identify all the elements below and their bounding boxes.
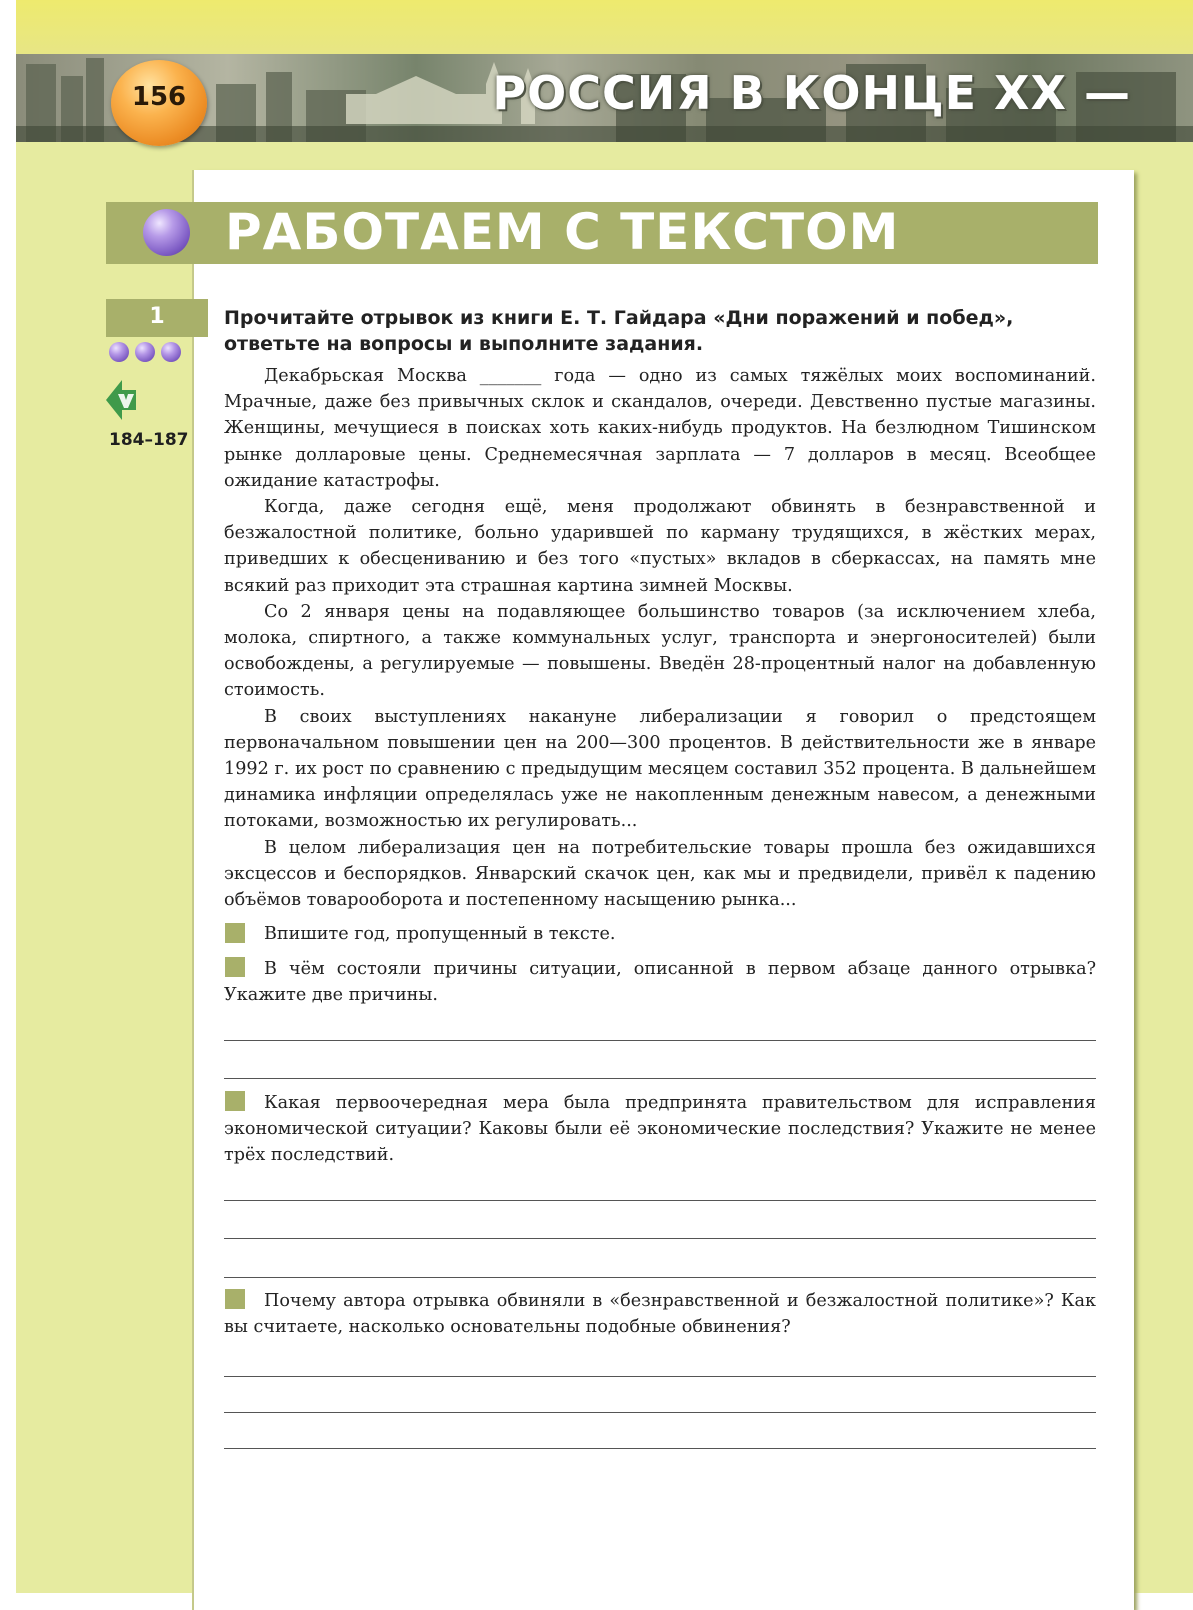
question: [224, 1288, 1096, 1340]
book-excerpt: [224, 363, 1096, 913]
page-reference-link[interactable]: 184–187: [109, 430, 189, 450]
green-arrow-icon[interactable]: [106, 380, 142, 424]
purple-ball-icon: [143, 209, 190, 256]
excerpt-paragraph: Декабрьская Москва _______ года — одно из самых тяжёлых моих воспоминаний. Мрачные, даже без привычных склок и скандалов, очереди. Девственно пустые магазины. Женщины, мечущиеся в поисках хоть каких-нибудь продуктов. На безлюдном Тишинском рынке долларовые цены. Среднемесячная зарплата — 7 долларов в месяц. Всеобщее ожидание катастрофы.: [224, 366, 1096, 491]
section-title: РАБОТАЕМ С ТЕКСТОМ: [225, 203, 900, 261]
difficulty-dot-icon: [135, 342, 155, 362]
question-text: В чём состояли причины ситуации, описанной в первом абзаце данного отрывка? Укажите две причины.: [224, 959, 1096, 1006]
running-title: РОССИЯ В КОНЦЕ XX —: [492, 66, 1131, 120]
question: [224, 956, 1096, 1008]
answer-line[interactable]: [224, 1412, 1096, 1413]
question-text: Впишите год, пропущенный в тексте.: [264, 924, 616, 944]
excerpt-paragraph: Со 2 января цены на подавляющее большинство товаров (за исключением хлеба, молока, спиртного, а также коммунальных услуг, транспорта и энергоносителей) были освобождены, а регулируемые — повышены. Введён 28-процентный налог на добавленную стоимость.: [224, 601, 1096, 701]
task-number: 1: [149, 304, 165, 329]
task-instruction: Прочитайте отрывок из книги Е. Т. Гайдара «Дни поражений и побед», ответьте на вопросы и выполните задания.: [224, 307, 1014, 355]
page-number: 156: [131, 82, 187, 112]
difficulty-dot-icon: [161, 342, 181, 362]
question: [224, 921, 1096, 947]
question-text: Какая первоочередная мера была предпринята правительством для исправления экономической ситуации? Каковы были её экономические последствия? Укажите не менее трёх последствий.: [224, 1093, 1096, 1166]
answer-line[interactable]: [224, 1040, 1096, 1041]
excerpt-paragraph: В своих выступлениях накануне либерализации я говорил о предстоящем первоначальном повышении цен на 200—300 процентов. В действительности же в январе 1992 г. их рост по сравнению с предыдущим месяцем составил 352 процента. В дальнейшем динамика инфляции определялась уже не накопленным денежным навесом, а денежными потоками, возможностью их регулировать...: [224, 706, 1096, 832]
answer-line[interactable]: [224, 1277, 1096, 1278]
top-strip: [16, 0, 1193, 54]
excerpt-paragraph: Когда, даже сегодня ещё, меня продолжают обвинять в безнравственной и безжалостной политике, больно ударившей по карману трудящихся, в жёстких мерах, приведших к обесцениванию и без того «пустых» вкладов в сберкассах, на память мне всякий раз приходит эта страшная картина зимней Москвы.: [224, 497, 1096, 596]
question-text: Почему автора отрывка обвиняли в «безнравственной и безжалостной политике»? Как вы считаете, насколько основательны подобные обвинения?: [224, 1291, 1096, 1338]
excerpt-paragraph: В целом либерализация цен на потребительские товары прошла без ожидавшихся эксцессов и беспорядков. Январский скачок цен, как мы и предвидели, привёл к падению объёмов товарооборота и постепенному насыщению рынка...: [224, 837, 1096, 911]
answer-line[interactable]: [224, 1448, 1096, 1449]
difficulty-dot-icon: [109, 342, 129, 362]
answer-line[interactable]: [224, 1376, 1096, 1377]
answer-line[interactable]: [224, 1200, 1096, 1201]
answer-line[interactable]: [224, 1078, 1096, 1079]
answer-line[interactable]: [224, 1238, 1096, 1239]
question: [224, 1090, 1096, 1169]
